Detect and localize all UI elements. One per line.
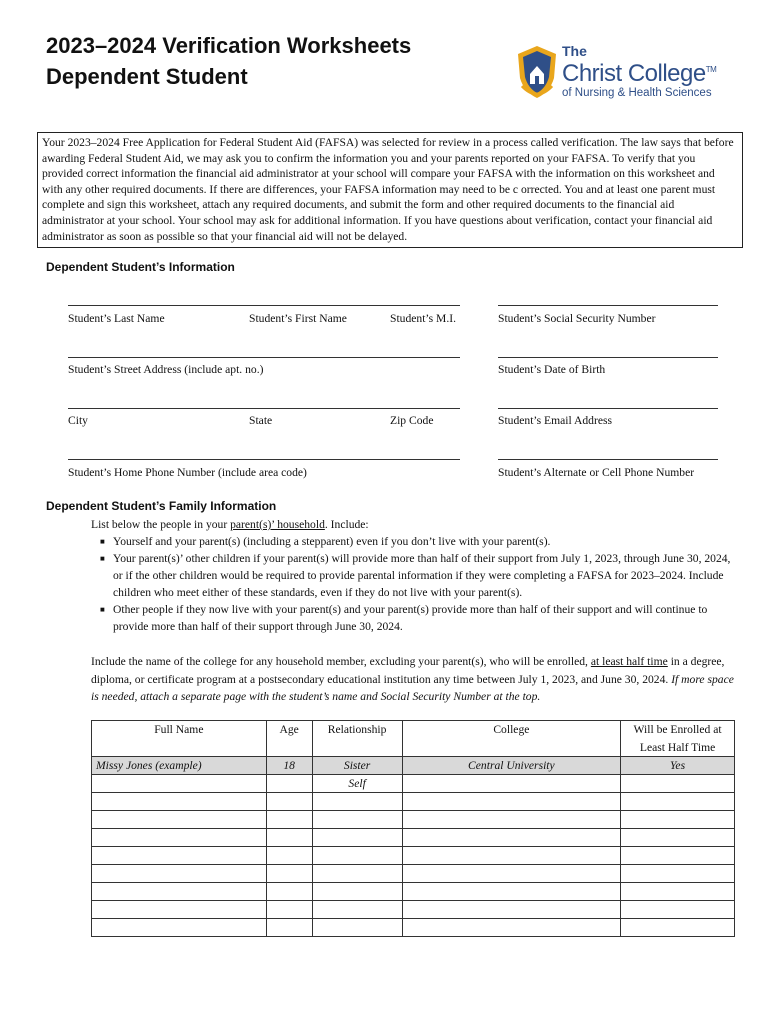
col-full-name: Full Name: [92, 721, 267, 757]
logo-tm: TM: [705, 65, 717, 74]
example-name: Missy Jones (example): [92, 757, 267, 775]
table-cell[interactable]: [402, 865, 621, 883]
email-label: Student’s Email Address: [498, 414, 613, 427]
city-line[interactable]: [68, 408, 460, 409]
table-cell[interactable]: [266, 811, 312, 829]
college-instructions-italic: If more space is needed, attach a separate page with the student’s name and Social Security Number at the top.: [91, 672, 734, 703]
table-cell[interactable]: [266, 883, 312, 901]
table-cell[interactable]: [266, 793, 312, 811]
dob-line[interactable]: [498, 357, 718, 358]
table-cell[interactable]: [92, 775, 267, 793]
table-row: [92, 865, 735, 883]
page-title: [46, 30, 411, 92]
example-college: Central University: [402, 757, 621, 775]
bullet-item: [100, 550, 740, 601]
title-line-2: Dependent Student: [46, 64, 248, 89]
table-cell[interactable]: [621, 811, 735, 829]
table-cell[interactable]: [402, 919, 621, 937]
col-relationship: Relationship: [312, 721, 402, 757]
family-list-intro-pre: List below the people in your: [91, 518, 231, 531]
bullet-square-icon: ■: [100, 537, 105, 546]
table-row: [92, 847, 735, 865]
college-instructions: [91, 653, 737, 706]
last-name-label: Student’s Last Name: [68, 312, 165, 325]
self-row: [92, 775, 735, 793]
logo-subtitle: of Nursing & Health Sciences: [562, 87, 712, 99]
alt-phone-label: Student’s Alternate or Cell Phone Number: [498, 466, 695, 479]
table-cell[interactable]: [402, 901, 621, 919]
table-cell[interactable]: [402, 847, 621, 865]
col-half-time: Will be Enrolled at Least Half Time: [621, 721, 735, 757]
college-logo: [516, 44, 726, 102]
table-cell[interactable]: [621, 829, 735, 847]
table-cell[interactable]: [266, 865, 312, 883]
table-row: [92, 883, 735, 901]
table-cell[interactable]: [621, 901, 735, 919]
table-cell[interactable]: [92, 811, 267, 829]
intro-box: Your 2023–2024 Free Application for Federal Student Aid (FAFSA) was selected for review in a process called verification. The law says that before awarding Federal Student Aid, we may ask you to confirm the information you and your parents reported on your FAFSA. To verify that you provided correct information the financial aid administrator at your school will compare your FAFSA with the information on this worksheet and with any other required documents. If there are differences, your FAFSA information may need to be c orrected. You and at least one parent must complete and sign this worksheet, attach any required documents, and submit the form and other required documents to the financial aid administrator at your school. Your school may ask for additional information. If you have questions about verification, contact your financial aid administrator as soon as possible so that your financial aid will not be delayed.: [37, 132, 743, 248]
city-label: City: [68, 414, 88, 427]
household-link: parent(s)’ household: [230, 518, 325, 531]
ssn-line[interactable]: [498, 305, 718, 306]
household-table: [91, 720, 735, 937]
family-list-intro: [91, 516, 369, 533]
table-cell[interactable]: [92, 865, 267, 883]
table-cell[interactable]: [621, 775, 735, 793]
table-row: [92, 793, 735, 811]
table-cell[interactable]: [312, 901, 402, 919]
table-cell[interactable]: [312, 793, 402, 811]
table-cell[interactable]: [266, 847, 312, 865]
bullet-text: Other people if they now live with your parent(s) and your parent(s) provide more than half of their support and will continue to provide more than half of their support through June 30, 2024.: [113, 603, 708, 633]
table-row: [92, 811, 735, 829]
col-college: College: [402, 721, 621, 757]
example-relationship: Sister: [312, 757, 402, 775]
table-cell[interactable]: [92, 919, 267, 937]
table-cell[interactable]: [92, 829, 267, 847]
bullet-item: [100, 533, 740, 550]
table-cell[interactable]: [402, 811, 621, 829]
example-row: [92, 757, 735, 775]
table-cell[interactable]: [402, 829, 621, 847]
table-cell[interactable]: [266, 919, 312, 937]
first-name-label: Student’s First Name: [249, 312, 347, 325]
table-cell[interactable]: [92, 883, 267, 901]
shield-icon: [516, 44, 558, 100]
table-cell[interactable]: [621, 793, 735, 811]
student-info-heading: Dependent Student’s Information: [46, 260, 235, 274]
col-age: Age: [266, 721, 312, 757]
half-time-link: at least half time: [590, 655, 668, 668]
table-cell[interactable]: [312, 829, 402, 847]
table-cell[interactable]: [312, 865, 402, 883]
street-label: Student’s Street Address (include apt. no.): [68, 363, 264, 376]
bullet-item: [100, 601, 740, 635]
table-cell[interactable]: [312, 883, 402, 901]
family-list-intro-post: . Include:: [324, 518, 369, 531]
email-line[interactable]: [498, 408, 718, 409]
table-header-row: [92, 721, 735, 757]
table-cell[interactable]: [621, 847, 735, 865]
logo-name: [562, 58, 716, 86]
dob-label: Student’s Date of Birth: [498, 363, 606, 376]
college-instructions-mid: in a degree, diploma, or certificate program at a postsecondary educational institution any time between July 1, 2023, and June 30, 2024.: [91, 655, 725, 686]
table-cell[interactable]: [312, 847, 402, 865]
table-cell[interactable]: [266, 829, 312, 847]
title-line-1: 2023–2024 Verification Worksheets: [46, 33, 412, 58]
table-cell[interactable]: [402, 793, 621, 811]
home-phone-line[interactable]: [68, 459, 460, 460]
street-line[interactable]: [68, 357, 460, 358]
ssn-label: Student’s Social Security Number: [498, 312, 656, 325]
logo-name-text: Christ College: [562, 60, 706, 87]
name-line[interactable]: [68, 305, 460, 306]
bullet-text: Yourself and your parent(s) (including a stepparent) even if you don’t live with your parent(s).: [113, 535, 551, 548]
bullet-square-icon: ■: [100, 554, 105, 563]
home-phone-label: Student’s Home Phone Number (include area code): [68, 466, 307, 479]
zip-label: Zip Code: [390, 414, 434, 427]
table-cell[interactable]: [621, 865, 735, 883]
table-row: [92, 901, 735, 919]
logo-the: The: [562, 43, 587, 59]
example-age: 18: [266, 757, 312, 775]
table-cell[interactable]: [266, 775, 312, 793]
table-cell[interactable]: [92, 847, 267, 865]
state-label: State: [249, 414, 273, 427]
table-cell[interactable]: [402, 775, 621, 793]
bullet-square-icon: ■: [100, 605, 105, 614]
bullet-text: Your parent(s)’ other children if your parent(s) will provide more than half of their support from July 1, 2023, through June 30, 2024, or if the other children would be required to provide parental information if they were completing a FAFSA for 2023–2024. Include children who meet either of these standards, even if they do not live with your parent(s).: [113, 552, 731, 599]
table-row: [92, 919, 735, 937]
example-half-time: Yes: [621, 757, 735, 775]
table-cell[interactable]: [92, 901, 267, 919]
table-cell[interactable]: [266, 901, 312, 919]
college-instructions-pre: Include the name of the college for any household member, excluding your parent(s), who will be enrolled,: [91, 655, 591, 668]
household-bullet-list: [100, 533, 740, 635]
table-cell[interactable]: [312, 811, 402, 829]
family-info-heading: Dependent Student’s Family Information: [46, 499, 277, 513]
table-cell[interactable]: [621, 883, 735, 901]
table-cell[interactable]: [402, 883, 621, 901]
alt-phone-line[interactable]: [498, 459, 718, 460]
mi-label: Student’s M.I.: [390, 312, 457, 325]
table-cell[interactable]: [92, 793, 267, 811]
table-cell[interactable]: [312, 919, 402, 937]
table-row: [92, 829, 735, 847]
table-cell[interactable]: [621, 919, 735, 937]
self-relationship: Self: [312, 775, 402, 793]
